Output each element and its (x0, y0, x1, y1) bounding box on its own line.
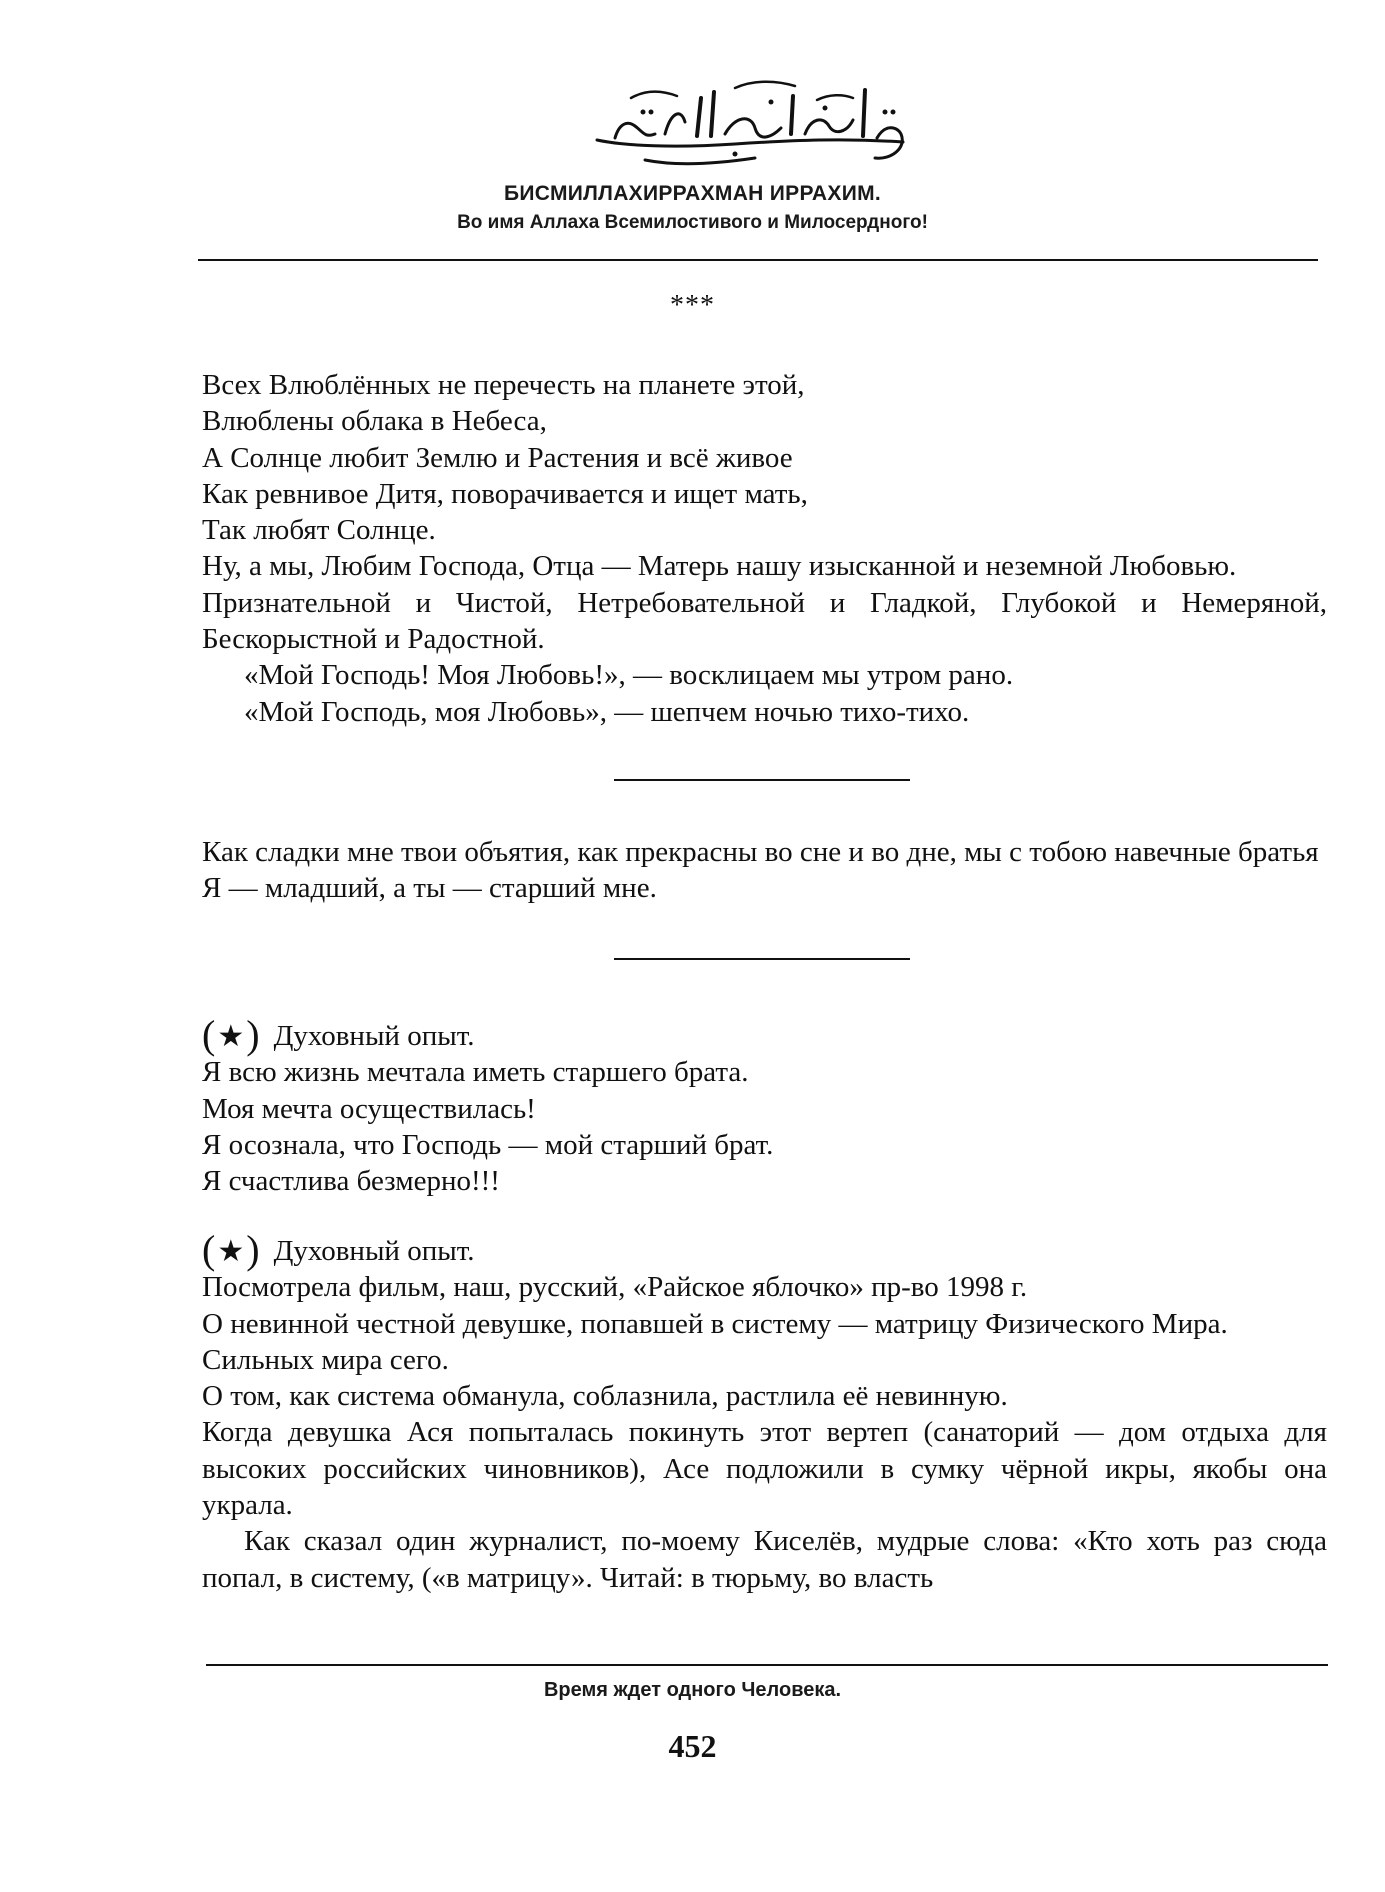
experience-heading: (★) Духовный опыт. (202, 1012, 475, 1057)
section-asterisks: *** (670, 290, 715, 321)
text-line: Я всю жизнь мечтала иметь старшего брата. (202, 1056, 749, 1089)
text-line: Как сказал один журналист, по-моему Киселёв, мудрые слова: «Кто хоть раз сюда попал, в систему, («в матрицу». Читай: в тюрьму, во власть (202, 1525, 1327, 1594)
text-line: «Мой Господь, моя Любовь», — шепчем ночью тихо-тихо. (244, 695, 970, 728)
text-line: Так любят Солнце. (202, 514, 436, 547)
header-title: БИСМИЛЛАХИРРАХМАН ИРРАХИМ. (503, 182, 882, 205)
page-number: 452 (668, 1728, 717, 1764)
section-1-text (202, 367, 1327, 730)
footer-divider (206, 1664, 1328, 1666)
text-line: Я осознала, что Господь — мой старший брат. (202, 1128, 774, 1161)
star-marker-icon: (★) (202, 1012, 260, 1057)
text-line: Когда девушка Ася попыталась покинуть этот вертеп (санаторий — дом отдыха для высоких российских чиновников), Асе подложили в сумку чёрной икры, якобы она украла. (202, 1416, 1327, 1522)
text-line: Посмотрела фильм, наш, русский, «Райское яблочко» пр-во 1998 г. (202, 1271, 1028, 1304)
experience-heading: (★) Духовный опыт. (202, 1227, 475, 1272)
text-line: Сильных мира сего. (202, 1343, 449, 1376)
header-subtitle: Во имя Аллаха Всемилостивого и Милосердного! (457, 212, 928, 233)
text-line: Как сладки мне твои объятия, как прекрасны во сне и во дне, мы с тобою навечные братья (202, 836, 1319, 868)
section-divider (614, 958, 910, 960)
section-divider (614, 779, 910, 781)
section-4-text (202, 1227, 1327, 1596)
text-line: Я счастлива безмерно!!! (202, 1165, 500, 1198)
footer-title: Время ждет одного Человека. (543, 1679, 842, 1701)
section-2-text (202, 834, 1327, 907)
text-line: Признательной и Чистой, Нетребовательной и Гладкой, Глубокой и Немеряной, Бескорыстной и Радостной. (202, 586, 1327, 656)
text-line: Я — младший, а ты — старший мне. (202, 872, 657, 905)
text-line: О невинной честной девушке, попавшей в систему — матрицу Физического Мира. (202, 1307, 1228, 1340)
header-divider (198, 259, 1318, 261)
text-line: Моя мечта осуществилась! (202, 1092, 536, 1125)
text-line: Как ревнивое Дитя, поворачивается и ищет мать, (202, 477, 808, 510)
section-3-text (202, 1012, 1327, 1199)
text-line: О том, как система обманула, соблазнила, растлила её невинную. (202, 1380, 1008, 1413)
text-line: Всех Влюблённых не перечесть на планете этой, (202, 369, 805, 401)
text-line: Влюблены облака в Небеса, (202, 405, 547, 438)
text-line: А Солнце любит Землю и Растения и всё живое (202, 441, 793, 474)
star-marker-icon: (★) (202, 1227, 260, 1272)
text-line: Ну, а мы, Любим Господа, Отца — Матерь нашу изысканной и неземной Любовью. (202, 550, 1237, 583)
bismillah-calligraphy (585, 68, 925, 168)
text-line: «Мой Господь! Моя Любовь!», — восклицаем мы утром рано. (244, 659, 1014, 692)
